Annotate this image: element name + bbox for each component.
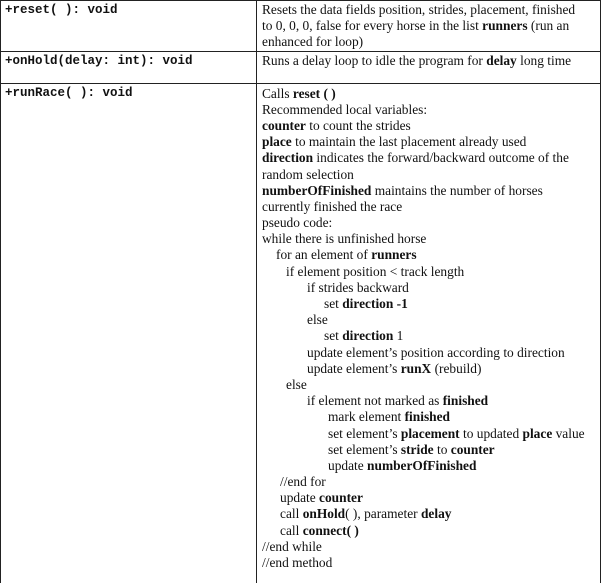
description-line (262, 215, 600, 231)
keyword-text: direction (342, 328, 394, 344)
description-line (262, 442, 600, 458)
description-text: (run an (527, 18, 570, 34)
description-text: if element not marked as (307, 393, 443, 409)
description-text: call (280, 522, 303, 538)
keyword-text: runners (482, 18, 528, 34)
keyword-text: finished (442, 393, 489, 409)
description-line (262, 264, 600, 280)
description-text: long time (516, 52, 572, 68)
keyword-text: connect( ) (302, 522, 359, 538)
description-text: indicates the forward/backward outcome of the (313, 150, 569, 166)
description-text: set element’s (328, 441, 401, 457)
description-line (262, 199, 600, 215)
description-line (262, 393, 600, 409)
description-line (262, 53, 600, 69)
description-line (262, 34, 600, 50)
description-line (262, 555, 600, 571)
description-line (262, 409, 600, 425)
description-line (262, 345, 600, 361)
keyword-text: placement (400, 425, 460, 441)
keyword-text: counter (450, 441, 495, 457)
table-row (1, 1, 601, 52)
description-text: if strides backward (307, 279, 409, 295)
keyword-text: delay (420, 506, 452, 522)
description-text: to (433, 441, 451, 457)
description-line (262, 118, 600, 134)
description-text: pseudo code: (262, 215, 333, 231)
description-line (262, 86, 600, 102)
keyword-text: place (522, 425, 553, 441)
keyword-text: numberOfFinished (367, 457, 477, 473)
method-signature: +onHold(delay: int): void (1, 51, 257, 83)
description-line (262, 377, 600, 393)
keyword-text: reset ( ) (292, 85, 336, 101)
description-text: to updated (459, 425, 523, 441)
keyword-text: runX (400, 360, 432, 376)
description-text: update (280, 490, 320, 506)
keyword-text: counter (262, 117, 306, 133)
description-line (262, 18, 600, 34)
description-text: Recommended local variables: (262, 101, 428, 117)
description-text: //end method (262, 555, 333, 570)
description-text: else (307, 312, 328, 328)
keyword-text: place (262, 134, 292, 150)
method-description (257, 51, 601, 83)
description-text: currently finished the race (262, 198, 403, 214)
description-text: set (324, 328, 343, 344)
keyword-text: stride (400, 441, 434, 457)
description-text: to maintain the last placement already used (291, 134, 527, 150)
keyword-text: delay (486, 52, 517, 68)
description-text: ( ), parameter (345, 506, 421, 522)
description-line (262, 312, 600, 328)
description-text: update (328, 457, 368, 473)
description-line (262, 134, 600, 150)
keyword-text: counter (319, 490, 363, 506)
description-line (262, 506, 600, 522)
description-line (262, 539, 600, 555)
description-text: //end while (262, 538, 322, 554)
description-line (262, 523, 600, 539)
description-text: while there is unfinished horse (262, 231, 427, 247)
description-text: Runs a delay loop to idle the program for (262, 52, 487, 68)
description-text: enhanced for loop) (262, 34, 364, 50)
method-signature: +runRace( ): void (1, 83, 257, 583)
description-line (262, 296, 600, 312)
description-text: for an element of (276, 247, 372, 263)
description-line (262, 490, 600, 506)
keyword-text: finished (404, 409, 450, 425)
description-line (262, 474, 600, 490)
description-line (262, 247, 600, 263)
description-text: update element’s position according to direction (307, 344, 565, 360)
table-row (1, 83, 601, 583)
description-text: value (552, 425, 585, 441)
keyword-text: direction (262, 150, 314, 166)
description-text: mark element (328, 409, 405, 425)
description-text: call (280, 506, 303, 522)
description-text: if element position < track length (286, 263, 465, 279)
description-text: Calls (262, 85, 293, 101)
keyword-text: onHold (302, 506, 346, 522)
description-text: update element’s (307, 360, 401, 376)
keyword-text: runners (371, 247, 417, 263)
description-text: to count the strides (305, 117, 411, 133)
description-text: random selection (262, 166, 354, 182)
description-line (262, 426, 600, 442)
description-text: maintains the number of horses (371, 182, 543, 198)
description-line (262, 150, 600, 166)
description-line (262, 328, 600, 344)
description-text: else (286, 376, 307, 392)
table-row (1, 51, 601, 83)
method-signature: +reset( ): void (1, 1, 257, 52)
description-line (262, 458, 600, 474)
description-line (262, 361, 600, 377)
keyword-text: numberOfFinished (262, 182, 372, 198)
description-line (262, 102, 600, 118)
description-text: Resets the data fields position, strides, placement, finished (262, 2, 576, 17)
keyword-text: direction -1 (342, 296, 408, 311)
description-line (262, 183, 600, 199)
description-line (262, 280, 600, 296)
description-line (262, 231, 600, 247)
description-text: set (324, 296, 343, 311)
description-line (262, 2, 600, 18)
method-description (257, 83, 601, 583)
description-text: //end for (280, 474, 326, 490)
description-text: to 0, 0, 0, false for every horse in the list (262, 18, 483, 34)
description-text: 1 (393, 328, 404, 344)
description-line (262, 167, 600, 183)
description-text: (rebuild) (431, 360, 482, 376)
description-text: set element’s (328, 425, 401, 441)
method-description (257, 1, 601, 52)
